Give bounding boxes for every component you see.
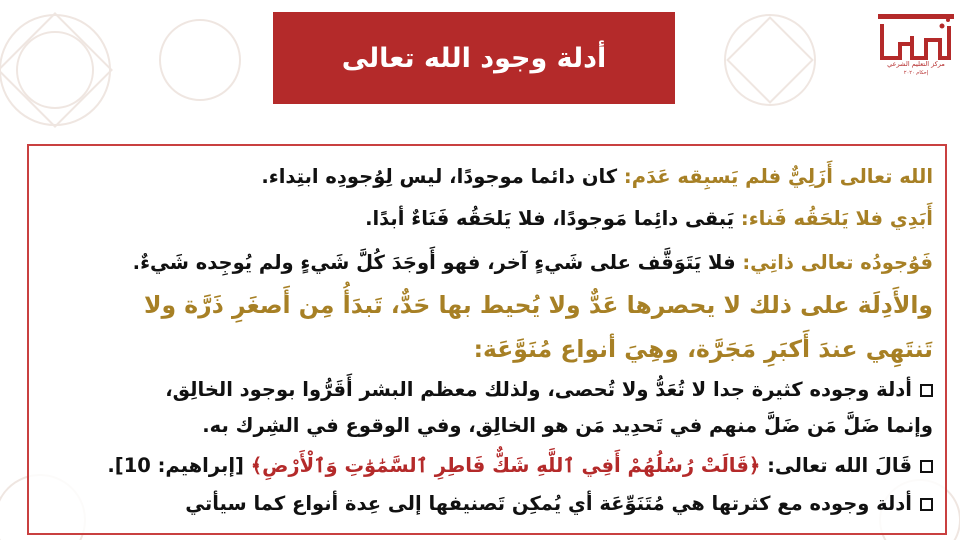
term-eternal-future: أَبَدِي فلا يَلحَقُه فَناء: [740, 207, 933, 230]
line-evidence-intro-1: والأَدِلَة على ذلك لا يحصرها عَدٌّ ولا يُحيط بها حَدٌّ، تَبدَأُ مِن أَصغَرِ ذَرَّة ولا [144, 291, 933, 319]
quran-verse: ﴿قَالَتْ رُسُلُهُمْ أَفِي ٱللَّهِ شَكٌّ فَاطِرِ ٱلسَّمَٰوَٰتِ وَٱلْأَرْضِ﴾ [250, 454, 761, 477]
term-eternal-past: الله تعالى أَزَلِيٌّ فلم يَسبِقه عَدَم: [623, 165, 933, 188]
bullet-3-text: أدلة وجوده مع كثرتها هي مُتَنَوِّعَة أي يُمكِن تَصنيفها إلى عِدة أنواع كما سيأتي [185, 492, 912, 515]
bullet-item-1 [165, 376, 933, 404]
def-eternal-future: يَبقى دائِما مَوجودًا، فلا يَلحَقُه فَنَاءٌ أبدًا. [365, 207, 741, 230]
bullet-item-2 [107, 452, 933, 480]
bullet-1-text: أدلة وجوده كثيرة جدا لا تُعَدُّ ولا تُحصى، ولذلك معظم البشر أَقَرُّوا بوجود الخالِق، [165, 378, 912, 401]
logo-caption: مركز التعليم الشرعي [887, 60, 945, 68]
bullet-item-3 [185, 490, 933, 518]
checkbox-bullet-icon [920, 460, 933, 473]
checkbox-bullet-icon [920, 498, 933, 511]
def-self-existence: فلا يَتَوَقَّف على شَيءٍ آخر، فهو أَوجَدَ كُلَّ شَيءٍ ولم يُوجِده شَيءٌ. [132, 251, 743, 274]
line-evidence-intro-2: تَنتَهِي عندَ أَكبَرِ مَجَرَّة، وهِيَ أنواع مُنَوَّعَة: [473, 335, 933, 363]
bullet-item-1-continued: وإنما ضَلَّ مَن ضَلَّ منهم في تَحدِيد مَن هو الخالِق، وفي الوقوع في الشِرك به. [202, 414, 933, 437]
slide-title: أدلة وجود الله تعالى [341, 42, 607, 74]
ihkam-logo [876, 14, 956, 94]
def-eternal-past: كان دائما موجودًا، ليس لِوُجودِه ابتِداء. [261, 165, 624, 188]
slide-title-box [273, 12, 675, 104]
checkbox-bullet-icon [920, 384, 933, 397]
term-self-existence: فَوُجودُه تعالى ذاتِي: [742, 251, 933, 274]
line-eternal-future [365, 205, 933, 233]
quran-intro: قَالَ الله تعالى: [760, 454, 912, 477]
content-box [27, 144, 947, 535]
line-self-existence [133, 249, 933, 277]
logo-subcaption: إحكام ٢٠٢٠ [903, 70, 929, 76]
quran-reference: [إبراهيم: 10]. [107, 454, 251, 477]
line-eternal-past [261, 163, 933, 191]
